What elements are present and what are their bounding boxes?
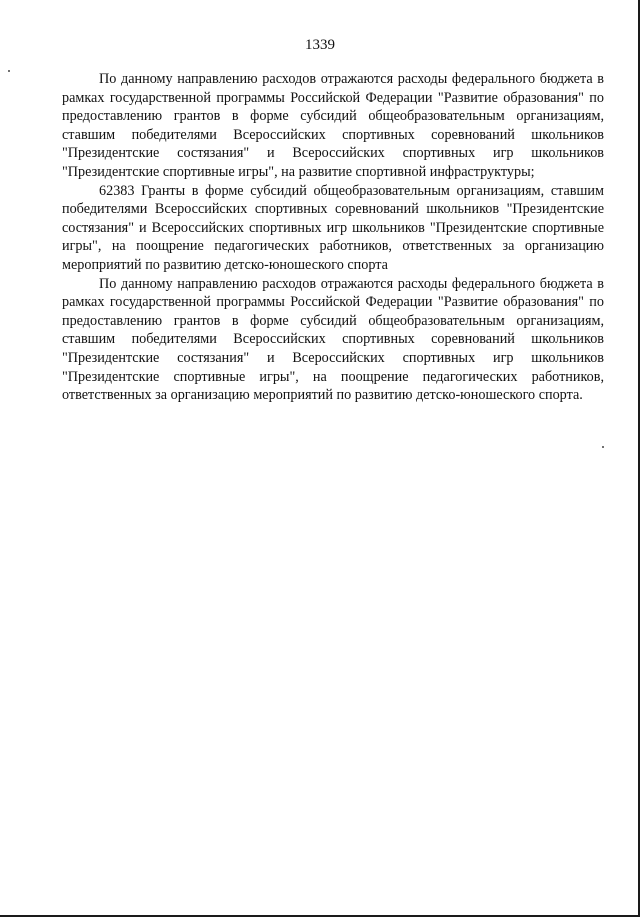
scan-speck	[602, 446, 604, 448]
paragraph-expenses-encouragement: По данному направлению расходов отражаются расходы федерального бюджета в рамках государственной программы Российской Федерации "Развитие образования" по предоставлению грантов в форме субсидий общеобразовательным организациям, ставшим победителями Всероссийских спортивных соревнований школьников "Президентские состязания" и Всероссийских спортивных игр школьников "Президентские спортивные игры", на поощрение педагогических работников, ответственных за организацию мероприятий по развитию детско-юношеского спорта.	[62, 275, 604, 404]
scan-speck	[8, 70, 10, 72]
paragraph-code-62383: 62383 Гранты в форме субсидий общеобразовательным организациям, ставшим победителями Всероссийских спортивных соревнований школьников "Президентские состязания" и Всероссийских спортивных игр школьников "Президентские спортивные игры", на поощрение педагогических работников, ответственных за организацию мероприятий по развитию детско-юношеского спорта	[62, 182, 604, 273]
page-number: 1339	[305, 37, 335, 53]
document-body	[62, 70, 604, 405]
paragraph-expenses-infrastructure: По данному направлению расходов отражаются расходы федерального бюджета в рамках государственной программы Российской Федерации "Развитие образования" по предоставлению грантов в форме субсидий общеобразовательным организациям, ставшим победителями Всероссийских спортивных соревнований школьников "Президентские состязания" и Всероссийских спортивных игр школьников "Президентские спортивные игры", на развитие спортивной инфраструктуры;	[62, 71, 604, 180]
